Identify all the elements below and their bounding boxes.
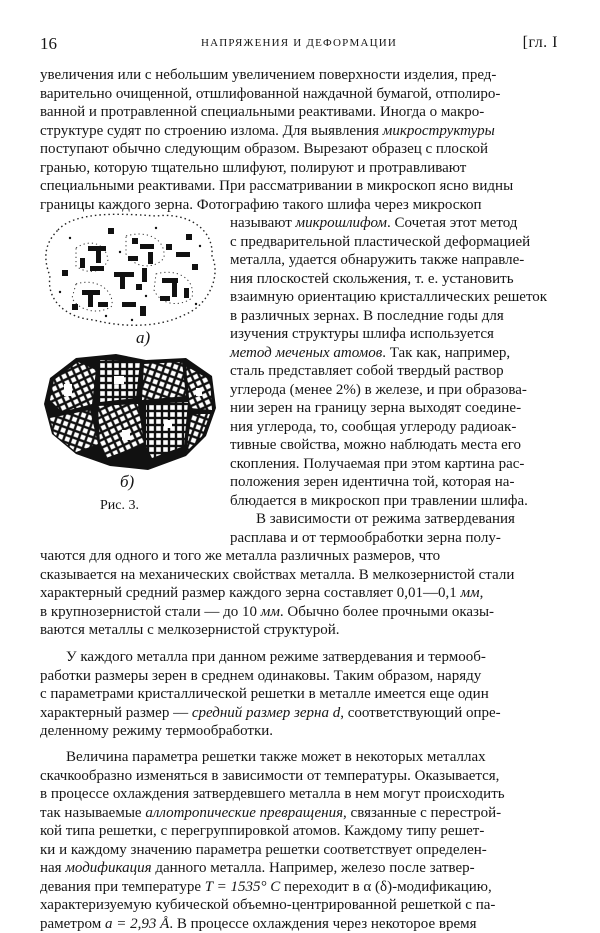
text-line: раметром a = 2,93 Å. В процессе охлаждения через некоторое время [40, 915, 558, 933]
text-line: деленному режиму термообработки. [40, 722, 558, 741]
text-line: характерный средний размер каждого зерна составляет 0,01—0,1 мм, [40, 584, 558, 603]
paragraph-1-column [230, 214, 558, 547]
text-line: чаются для одного и того же металла различных размеров, что [40, 547, 558, 566]
formula-lattice-parameter: a = 2,93 Å [105, 916, 169, 932]
text-line: ваются металлы с мелкозернистой структурой. [40, 621, 558, 640]
grain-structure-illustration [36, 208, 224, 498]
text-line: сталь представляет собой твердый раствор [230, 362, 558, 381]
text-line: блюдается в микроскоп при травлении шлифа. [230, 492, 558, 511]
running-title: НАПРЯЖЕНИЯ И ДЕФОРМАЦИИ [40, 37, 558, 49]
formula-temperature: T = 1535° C [205, 879, 280, 895]
text-line: взаимную ориентацию кристаллических решеток [230, 288, 558, 307]
label-a: а) [136, 328, 150, 348]
text-line: с параметрами кристаллической решетки в металле имеется еще один [40, 685, 558, 704]
text-line: ния углерода, то, сообщая углероду радиоак- [230, 418, 558, 437]
diagram-a [46, 214, 215, 325]
text-line: нии зерен на границу зерна выходят соедине- [230, 399, 558, 418]
text-line: изучения структуры шлифа используется [230, 325, 558, 344]
text-line: кой типа решетки, с перегруппировкой атомов. Каждому типу решет- [40, 822, 558, 841]
text-line: увеличения или с небольшим увеличением поверхности изделия, пред- [40, 66, 558, 85]
text-line: в различных зернах. В последние годы для [230, 307, 558, 326]
text-line: характеризуемую кубической объемно-центрированной решеткой с па- [40, 896, 558, 915]
text-line: В зависимости от режима затвердевания [230, 510, 558, 529]
text-line: варительно очищенной, отшлифованной наждачной бумагой, отполиро- [40, 85, 558, 104]
text-line: тивные свойства, можно наблюдать места его [230, 436, 558, 455]
term-modification: модификация [65, 860, 151, 876]
term-tagged-atoms: метод меченых атомов [230, 345, 382, 361]
text-line: структуре судят по строению излома. Для выявления микроструктуры [40, 122, 558, 141]
text-line: расплава и от термообработки зерна полу- [230, 529, 558, 548]
label-b: б) [120, 472, 134, 492]
figure-caption: Рис. 3. [100, 498, 139, 514]
text-line: скачкообразно изменяться в зависимости от температуры. Оказывается, [40, 767, 558, 786]
text-line: границы каждого зерна. Фотографию такого шлифа через микроскоп [40, 196, 558, 215]
text-line: ния плоскостей скольжения, т. е. установить [230, 270, 558, 289]
text-line: ки и каждому значению параметра решетки соответствует определен- [40, 841, 558, 860]
text-line: поступают обычно следующим образом. Вырезают образец с плоской [40, 140, 558, 159]
text-line: метод меченых атомов. Так как, например, [230, 344, 558, 363]
text-line: металла, удается обнаружить также направле- [230, 251, 558, 270]
text-line: специальными реактивами. При рассматривании в микроскоп ясно видны [40, 177, 558, 196]
paragraph-4 [40, 748, 558, 933]
text-line: с предварительной пластической деформацией [230, 233, 558, 252]
term-microsection: микрошлифом [296, 215, 387, 231]
paragraph-2 [40, 547, 558, 640]
term-allotropic: аллотропические превращения [145, 805, 343, 821]
text-line: характерный размер — средний размер зерна d, соответствующий опре- [40, 704, 558, 723]
text-line: скопления. Получаемая при этом картина рас- [230, 455, 558, 474]
text-line: ванной и протравленной специальными реактивами. Иногда о макро- [40, 103, 558, 122]
term-grain-size: средний размер зерна d [192, 705, 340, 721]
text-line: гранью, которую тщательно шлифуют, полируют и протравливают [40, 159, 558, 178]
unit-mm: мм [261, 604, 280, 620]
page-number: 16 [40, 34, 57, 54]
term-microstructure: микроструктуры [383, 123, 495, 139]
text-line: углерода (менее 2%) в железе, и при образова- [230, 381, 558, 400]
text-line: так называемые аллотропические превращения, связанные с перестрой- [40, 804, 558, 823]
text-line: называют микрошлифом. Сочетая этот метод [230, 214, 558, 233]
text-line: сказывается на механических свойствах металла. В мелкозернистой стали [40, 566, 558, 585]
paragraph-3 [40, 648, 558, 741]
text-line: У каждого металла при данном режиме затвердевания и термооб- [40, 648, 558, 667]
text-line: в крупнозернистой стали — до 10 мм. Обычно более прочными оказы- [40, 603, 558, 622]
page-header [40, 34, 558, 56]
text-line: Величина параметра решетки также может в некоторых металлах [40, 748, 558, 767]
text-line: положения зерен идентична той, которая на- [230, 473, 558, 492]
text-line: в процессе охлаждения затвердевшего металла в нем могут происходить [40, 785, 558, 804]
text-line: девания при температуре T = 1535° C переходит в α (δ)-модификацию, [40, 878, 558, 897]
text-line: ная модификация данного металла. Например, железо после затвер- [40, 859, 558, 878]
diagram-b [44, 354, 216, 470]
text-line: работки размеры зерен в среднем одинаковы. Таким образом, наряду [40, 667, 558, 686]
paragraph-1 [40, 66, 558, 214]
chapter-marker: [гл. I [523, 34, 558, 52]
figure-3 [36, 208, 224, 528]
unit-mm: мм [460, 585, 479, 601]
